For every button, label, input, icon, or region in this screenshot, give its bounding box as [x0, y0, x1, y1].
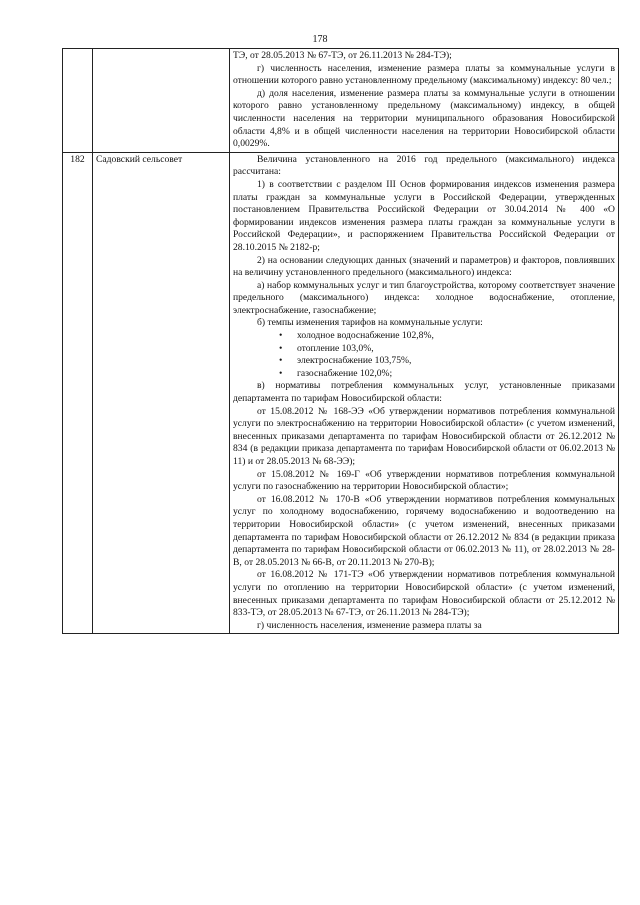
- municipality-cell: Садовский сельсовет: [93, 152, 230, 634]
- tariff-list: [233, 330, 615, 380]
- paragraph: Величина установленного на 2016 год предельного (максимального) индекса рассчитана:: [233, 153, 615, 178]
- paragraph: ТЭ, от 28.05.2013 № 67-ТЭ, от 26.11.2013 № 284-ТЭ);: [233, 50, 452, 61]
- paragraph: от 15.08.2012 № 169-Г «Об утверждении нормативов потребления коммунальной услуги по газоснабжению на территории Новосибирской области»;: [233, 468, 615, 493]
- list-item: • газоснабжение 102,0%;: [297, 368, 615, 381]
- list-item: • электроснабжение 103,75%,: [297, 355, 615, 368]
- list-item: • холодное водоснабжение 102,8%,: [297, 330, 615, 343]
- paragraph: 2) на основании следующих данных (значений и параметров) и факторов, повлиявших на величину установленного предельного (максимального) индекса:: [233, 254, 615, 279]
- row-number-cell: [63, 49, 93, 153]
- paragraph: д) доля населения, изменение размера платы за коммунальные услуги в отношении которого равно установленному предельному (максимальному) индексу, в общей численности населения на территории муниципального образования Новосибирской области 4,8% и в общей численности населения на территории Новосибирской области 0,0029%.: [233, 87, 615, 150]
- table-row: [63, 49, 619, 153]
- paragraph: 1) в соответствии с разделом III Основ формирования индексов изменения размера платы граждан за коммунальные услуги в Российской Федерации, утвержденных постановлением Правительства Российской Федерации от 30.04.2014 № 400 «О формировании индексов изменения размера платы граждан за коммунальные услуги в Российской Федерации», и распоряжением Правительства Российской Федерации от 28.10.2015 № 2182-р;: [233, 178, 615, 253]
- document-table: [62, 48, 619, 634]
- paragraph: г) численность населения, изменение размера платы за: [257, 619, 482, 631]
- description-cell: [230, 152, 619, 634]
- list-item: • отопление 103,0%,: [297, 343, 615, 356]
- row-number-cell: 182: [63, 152, 93, 634]
- paragraph: от 16.08.2012 № 171-ТЭ «Об утверждении нормативов потребления коммунальной услуги по отоплению на территории Новосибирской области» (с учетом изменений, внесенных приказами департамента по тарифам Новосибирской области от 25.12.2012 № 833-ТЭ, от 28.05.2013 № 67-ТЭ, от 26.11.2013 № 284-ТЭ);: [233, 569, 615, 619]
- description-cell: [230, 49, 619, 153]
- table-row: [63, 152, 619, 634]
- paragraph: г) численность населения, изменение размера платы за коммунальные услуги в отношении которого равно установленному предельному (максимальному) индексу: 80 чел.;: [233, 62, 615, 87]
- paragraph: в) нормативы потребления коммунальных услуг, установленные приказами департамента по тарифам Новосибирской области:: [233, 380, 615, 405]
- paragraph: от 15.08.2012 № 168-ЭЭ «Об утверждении нормативов потребления коммунальной услуги по электроснабжению на территории Новосибирской области» (с учетом изменений, внесенных приказами департамента по тарифам Новосибирской области от 26.12.2012 № 834 (в редакции приказа департамента по тарифам Новосибирской области от 06.02.2013 № 11) и от 28.05.2013 № 68-ЭЭ);: [233, 405, 615, 467]
- paragraph: б) темпы изменения тарифов на коммунальные услуги:: [257, 317, 483, 329]
- paragraph: а) набор коммунальных услуг и тип благоустройства, которому соответствует значение предельного (максимального) индекса: холодное водоснабжение, отопление, электроснабжение, газоснабжение;: [233, 279, 615, 316]
- municipality-cell: [93, 49, 230, 153]
- paragraph: от 16.08.2012 № 170-В «Об утверждении нормативов потребления коммунальных услуг по холодному водоснабжению, горячему водоснабжению и водоотведению на территории Новосибирской области» (с учетом изменений, внесенных приказами департамента по тарифам Новосибирской области от 26.12.2012 № 834 (в редакции приказа департамента по тарифам Новосибирской области от 06.02.2013 № 11), от 28.02.2013 № 28-В, от 28.05.2013 № 66-В, от 20.11.2013 № 270-В);: [233, 493, 615, 568]
- page-number: 178: [312, 34, 328, 45]
